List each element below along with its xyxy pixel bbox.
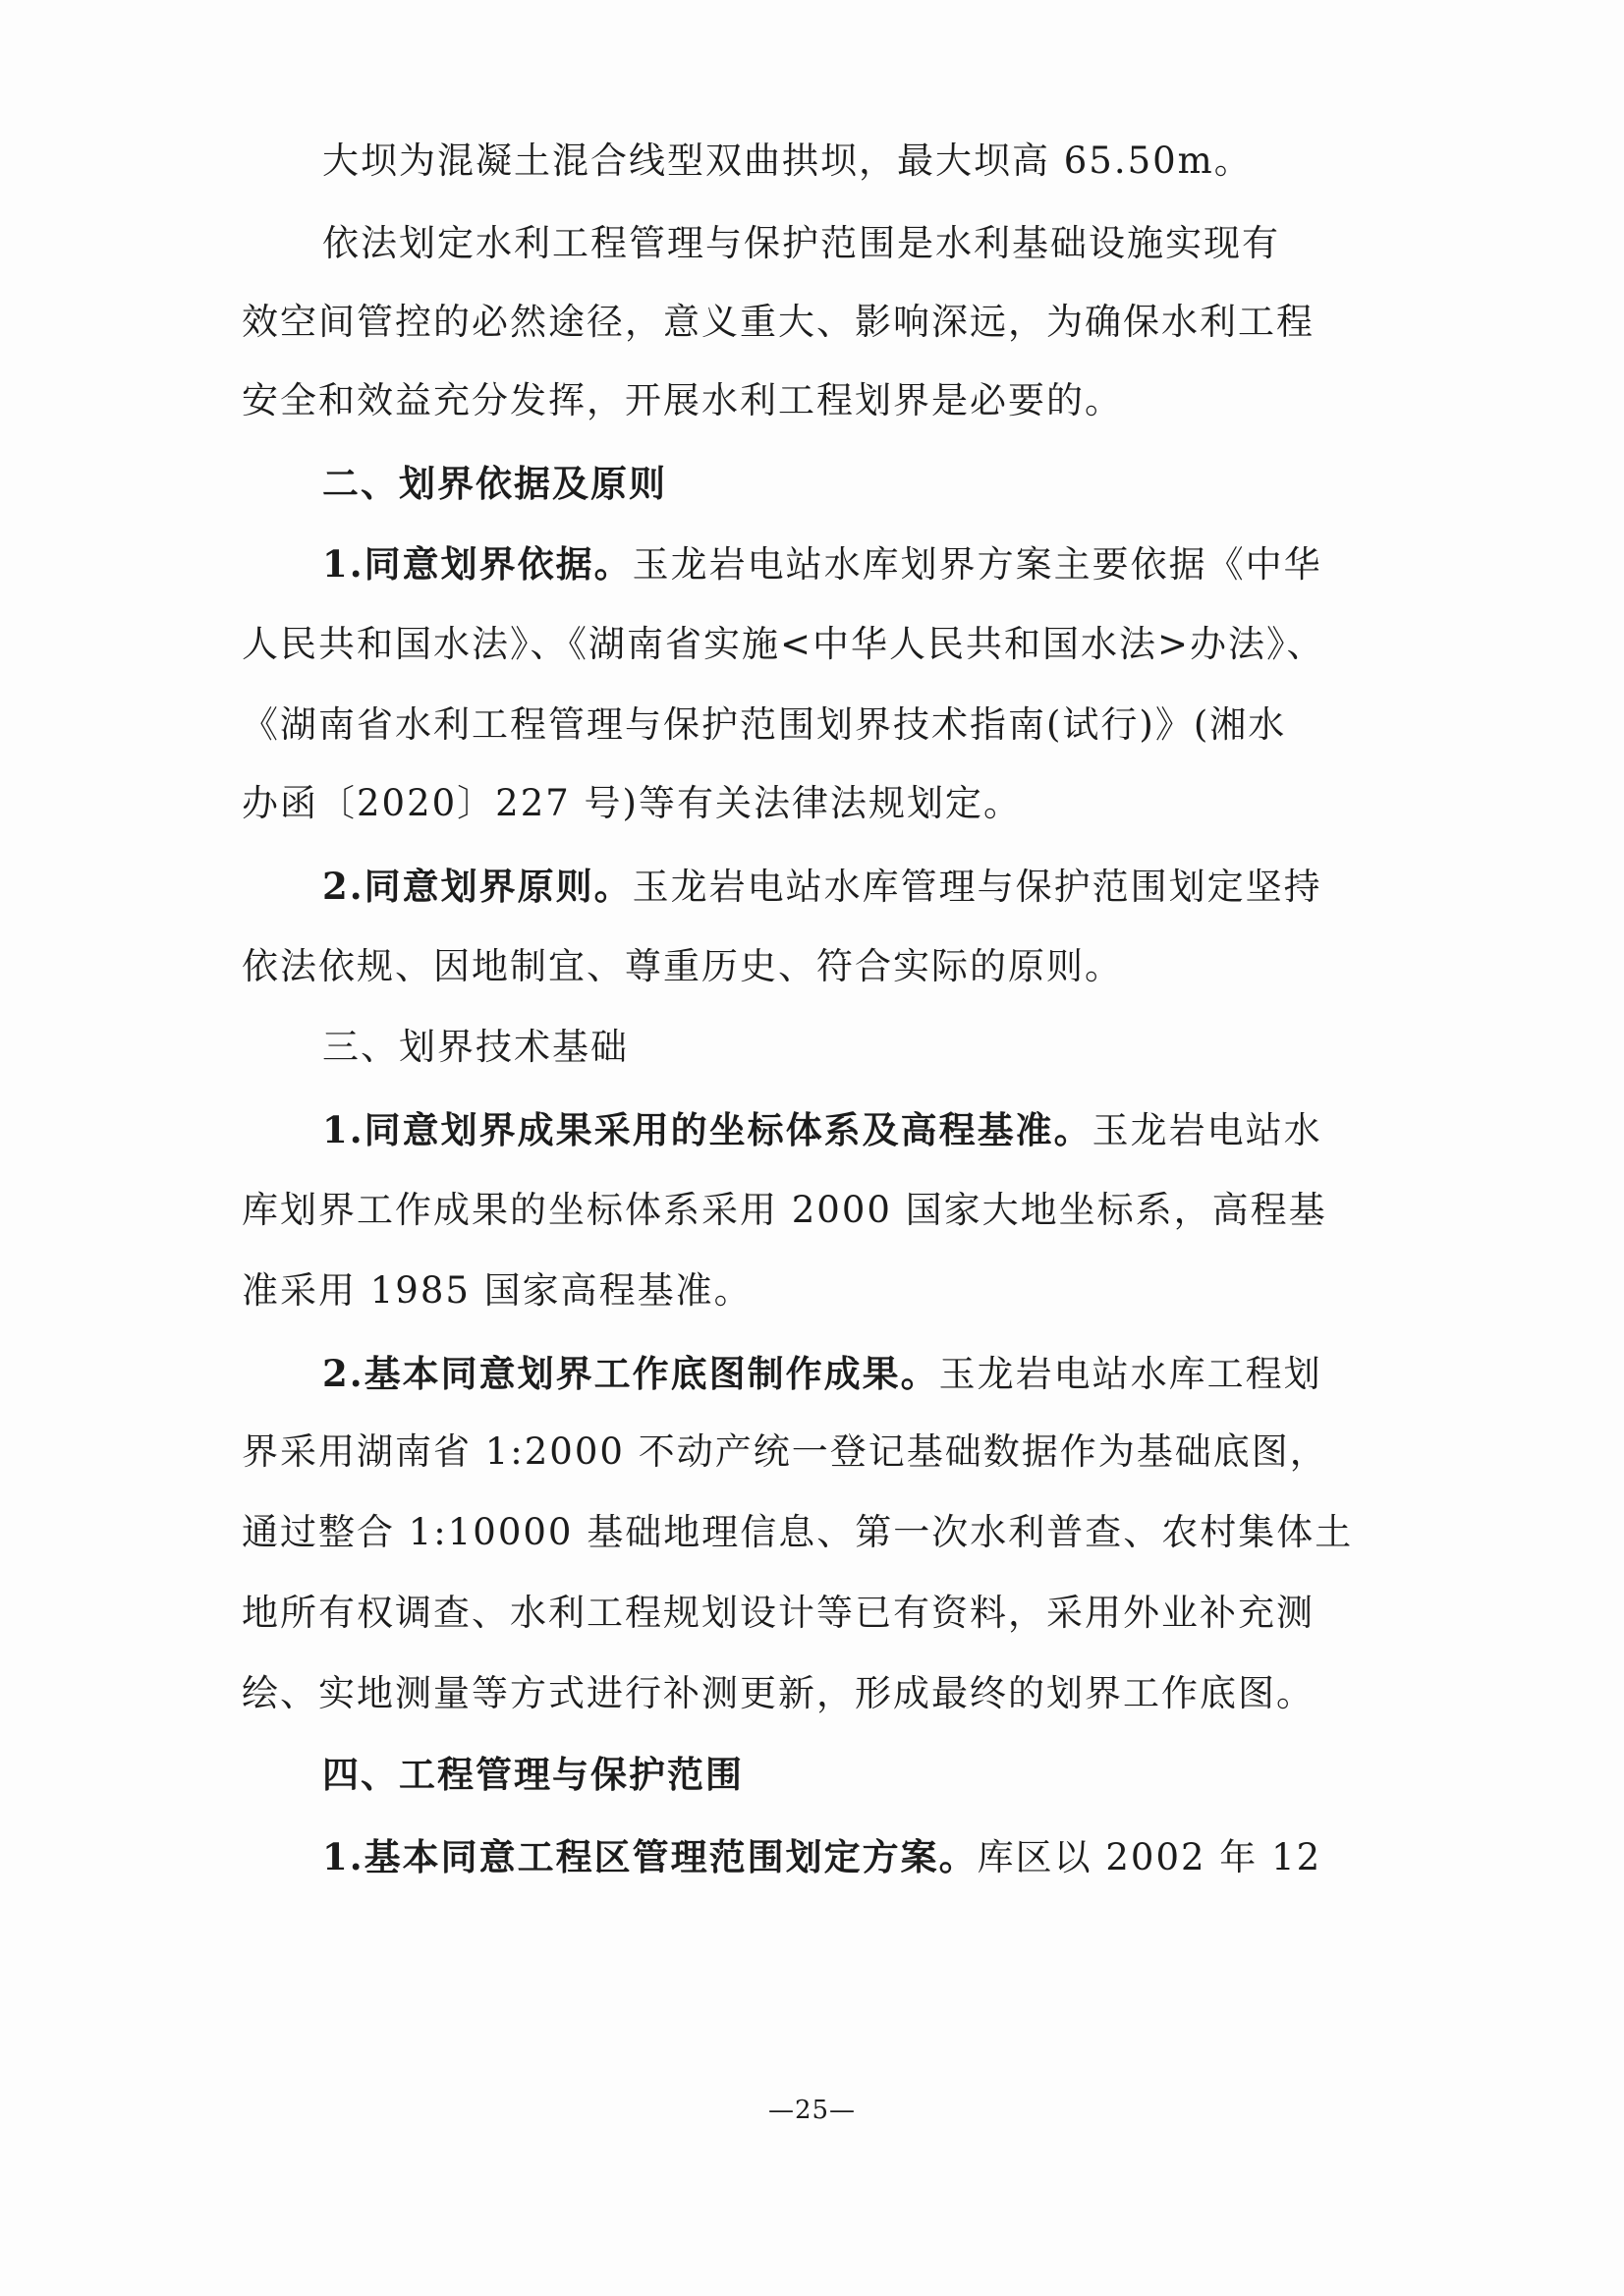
body-text-run: 玉龙岩电站水库工程划 [938,1353,1322,1395]
text-line [322,861,1322,912]
body-text-run: 人民共和国水法》、《湖南省实施<中华人民共和国水法>办法》、 [242,623,1325,665]
text-line [322,1104,1322,1155]
text-line [242,375,1123,426]
text-line [322,218,1280,269]
text-line [242,778,1022,829]
body-text-run: 依法依规、因地制宜、尊重历史、符合实际的原则。 [242,945,1123,987]
body-text-run: 界采用湖南省 1:2000 不动产统一登记基础数据作为基础底图， [242,1430,1328,1473]
body-text-run: 玉龙岩电站水库划界方案主要依据《中华 [632,543,1322,586]
bold-heading-text: 四、工程管理与保护范围 [322,1753,744,1796]
body-text-run: 大坝为混凝土混合线型双曲拱坝，最大坝高 65.50m。 [322,140,1253,182]
text-line [322,1348,1322,1399]
bold-heading-text: 1.基本同意工程区管理范围划定方案。 [322,1835,978,1878]
page-number: —25— [767,2096,857,2125]
text-line [242,941,1123,992]
body-text-run: 玉龙岩电站水库管理与保护范围划定坚持 [632,866,1322,908]
text-line [242,1668,1315,1719]
body-text-run: 效空间管控的必然途径，意义重大、影响深远，为确保水利工程 [242,301,1315,343]
text-line [242,619,1325,670]
bold-heading-text: 1.同意划界成果采用的坐标体系及高程基准。 [322,1108,1092,1151]
body-text-run: 准采用 1985 国家高程基准。 [242,1269,753,1312]
body-text-run: 安全和效益充分发挥，开展水利工程划界是必要的。 [242,379,1123,421]
text-line [322,538,1322,589]
body-text-run: 地所有权调查、水利工程规划设计等已有资料，采用外业补充测 [242,1592,1315,1634]
body-text-run: 三、划界技术基础 [322,1026,629,1068]
body-text-run: 依法划定水利工程管理与保护范围是水利基础设施实现有 [322,222,1280,264]
text-line [322,1022,629,1073]
text-line [322,136,1253,187]
body-text-run: 《湖南省水利工程管理与保护范围划界技术指南(试行)》(湘水 [242,703,1287,746]
text-line [322,1749,744,1800]
bold-heading-text: 2.同意划界原则。 [322,865,633,908]
text-line [322,1831,1321,1882]
bold-heading-text: 2.基本同意划界工作底图制作成果。 [322,1352,939,1395]
bold-heading-text: 1.同意划界依据。 [322,542,633,586]
body-text-run: 库区以 2002 年 12 [977,1836,1322,1878]
text-line [242,297,1315,348]
body-text-run: 绘、实地测量等方式进行补测更新，形成最终的划界工作底图。 [242,1672,1315,1714]
body-text-run: 办函〔2020〕227 号)等有关法律法规划定。 [242,782,1022,824]
text-line [242,1427,1328,1478]
text-line [242,1588,1315,1639]
body-text-run: 库划界工作成果的坐标体系采用 2000 国家大地坐标系，高程基 [242,1189,1327,1231]
body-text-run: 玉龙岩电站水 [1092,1109,1322,1151]
text-line [242,1185,1327,1236]
body-text-run: 通过整合 1:10000 基础地理信息、第一次水利普查、农村集体土 [242,1511,1354,1553]
text-line [242,1265,753,1316]
text-line [322,458,667,509]
bold-heading-text: 二、划界依据及原则 [322,462,667,505]
text-line [242,1507,1353,1558]
text-line [242,700,1286,751]
